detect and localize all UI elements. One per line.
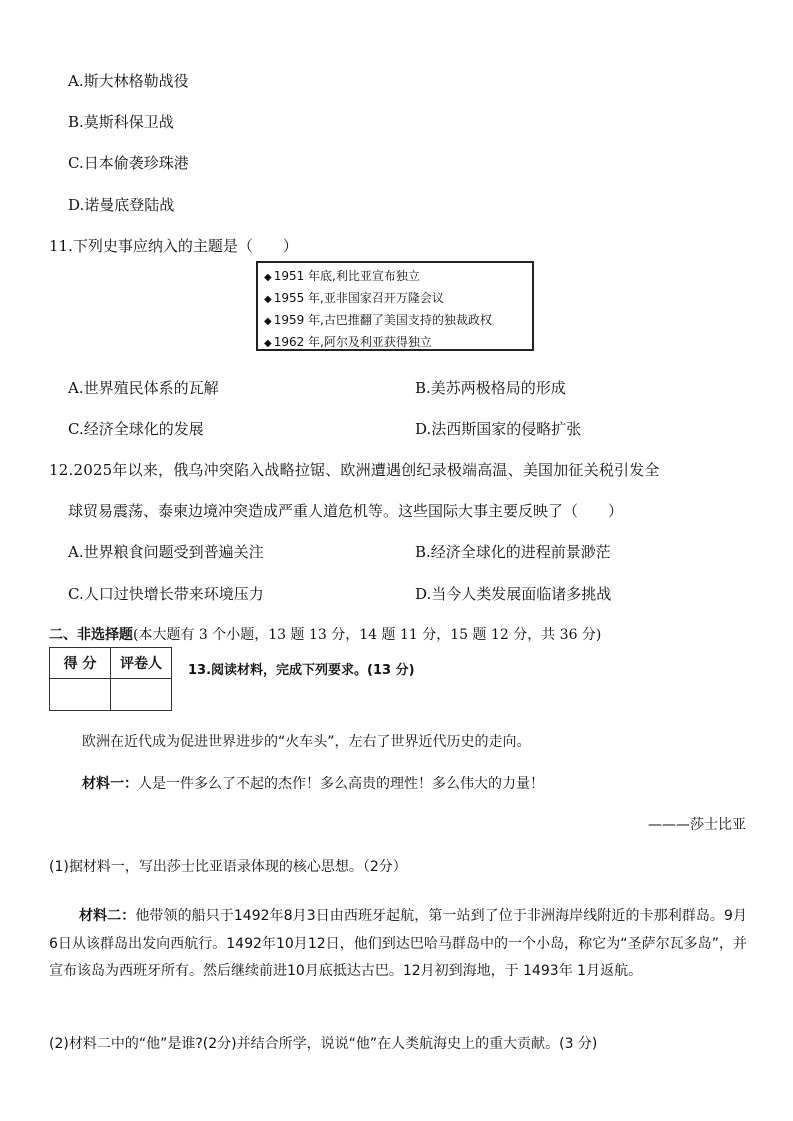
score-cell[interactable] <box>50 679 111 711</box>
q10-option-d: D.诺曼底登陆战 <box>68 196 175 214</box>
material1-text: 人是一件多么了不起的杰作！多么高贵的理性！多么伟大的力量！ <box>138 776 544 792</box>
q11-event: ◆ 1955 年,亚非国家召开万隆会议 <box>264 291 444 305</box>
q13-subq1: (1)据材料一，写出莎士比亚语录体现的核心思想。（2分） <box>49 859 407 875</box>
grader-cell[interactable] <box>111 679 172 711</box>
q12-option-b: B.经济全球化的进程前景渺茫 <box>415 543 611 561</box>
q12-option-a: A.世界粮食问题受到普遍关注 <box>68 543 264 561</box>
material2-text: 他带领的船只于1492年8月3日由西班牙起航，第一站到了位于非洲海岸线附近的卡那利群岛。9月6日从该群岛出发向西航行。1492年10月12日，他们到达巴哈马群岛中的一个小岛，称它为“圣萨尔瓦多岛”，并宣布该岛为西班牙所有。然后继续前进10月底抵达古巴。12月初到海地，于 1493年 1月返航。 <box>49 908 748 979</box>
q11-event: ◆ 1951 年底,利比亚宣布独立 <box>264 269 420 283</box>
q11-option-d: D.法西斯国家的侵略扩张 <box>415 420 582 438</box>
q12-stem-line1: 12.2025年以来，俄乌冲突陷入战略拉锯、欧洲遭遇创纪录极端高温、美国加征关税引发全 <box>49 461 660 479</box>
q12-option-d: D.当今人类发展面临诸多挑战 <box>415 585 612 603</box>
q11-option-a: A.世界殖民体系的瓦解 <box>68 379 219 397</box>
q13-material2 <box>49 903 747 986</box>
q13-title: 13.阅读材料，完成下列要求。(13 分) <box>188 663 415 678</box>
q11-events-box <box>256 261 534 351</box>
q13-material1 <box>82 774 544 794</box>
material1-label: 材料一： <box>82 776 138 792</box>
q10-option-c: C.日本偷袭珍珠港 <box>68 154 189 172</box>
material1-source: ———莎士比亚 <box>648 817 746 833</box>
q10-option-a: A.斯大林格勒战役 <box>68 72 189 90</box>
bullet-diamond-icon: ◆ <box>264 294 272 305</box>
q11-stem: 11.下列史事应纳入的主题是（ ） <box>49 237 298 255</box>
grader-header: 评卷人 <box>111 648 172 679</box>
q10-option-b: B.莫斯科保卫战 <box>68 113 174 131</box>
q11-option-c: C.经济全球化的发展 <box>68 420 204 438</box>
q13-intro: 欧洲在近代成为促进世界进步的“火车头”，左右了世界近代历史的走向。 <box>82 734 531 750</box>
q11-option-b: B.美苏两极格局的形成 <box>415 379 566 397</box>
q13-subq2: (2)材料二中的“他”是谁?(2分)并结合所学，说说“他”在人类航海史上的重大贡献。(3 分) <box>49 1036 598 1052</box>
section2-heading-bold: 二、非选择题 <box>49 627 133 643</box>
bullet-diamond-icon: ◆ <box>264 338 272 349</box>
section2-heading <box>49 625 601 645</box>
q11-event: ◆ 1962 年,阿尔及利亚获得独立 <box>264 335 432 349</box>
q12-stem-line2: 球贸易震荡、泰柬边境冲突造成严重人道危机等。这些国际大事主要反映了（ ） <box>68 502 624 520</box>
material2-label: 材料二： <box>79 908 136 924</box>
score-header: 得 分 <box>50 648 111 679</box>
q12-option-c: C.人口过快增长带来环境压力 <box>68 585 264 603</box>
q11-event: ◆ 1959 年,古巴推翻了美国支持的独裁政权 <box>264 313 492 327</box>
section2-heading-rest: (本大题有 3 个小题，13 题 13 分，14 题 11 分，15 题 12 分，共 36 分) <box>133 627 602 643</box>
bullet-diamond-icon: ◆ <box>264 316 272 327</box>
bullet-diamond-icon: ◆ <box>264 272 272 283</box>
score-table <box>49 647 172 711</box>
